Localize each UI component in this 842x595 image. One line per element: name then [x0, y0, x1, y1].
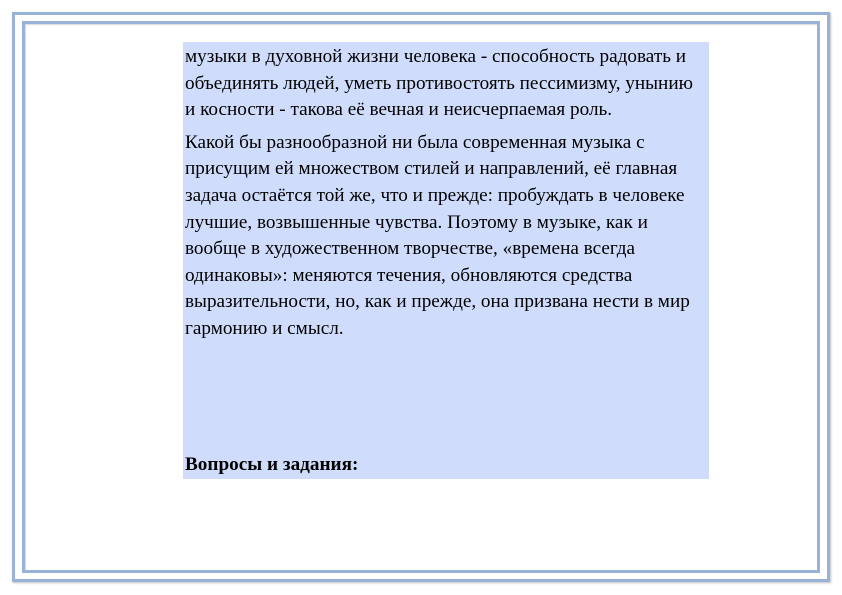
paragraph-2: Какой бы разнообразной ни была современная музыка с присущим ей множеством стилей и направлений, её главная задача остаётся той же, что и прежде: пробуждать в человеке лучшие, возвышенные чувства. Поэтому в музыке, как и вообще в художественном творчестве, «времена всегда одинаковы»: меняются течения, обновляются средства выразительности, но, как и прежде, она призвана нести в мир гармонию и смысл.	[185, 131, 690, 339]
paragraph-1: музыки в духовной жизни человека - способность радовать и объединять людей, уметь противостоять пессимизму, унынию и косности - такова её вечная и неисчерпаемая роль.	[185, 46, 693, 121]
questions-heading: Вопросы и задания:	[185, 454, 359, 475]
text-box	[183, 42, 709, 479]
